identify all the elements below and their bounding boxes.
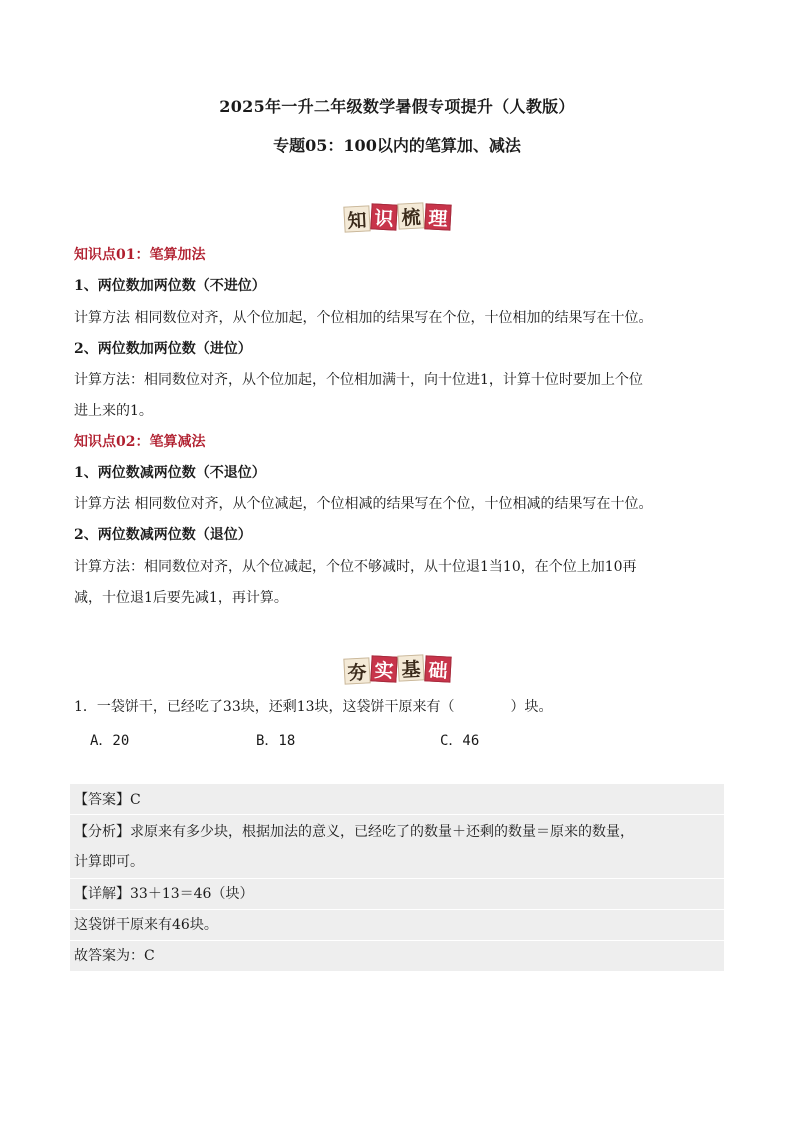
answer-line: 【答案】C xyxy=(74,792,141,808)
knowledge-text: 计算方法 相同数位对齐，从个位减起，个位相减的结果写在个位，十位相减的结果写在十位。 xyxy=(74,496,653,512)
knowledge-heading: 1、两位数减两位数（不退位） xyxy=(74,465,266,481)
knowledge-text: 计算方法 相同数位对齐，从个位加起，个位相加的结果写在个位，十位相加的结果写在十位。 xyxy=(74,310,653,326)
question-stem: 1．一袋饼干，已经吃了33块，还剩13块，这袋饼干原来有（ ）块。 xyxy=(74,699,553,715)
knowledge-heading: 2、两位数加两位数（进位） xyxy=(74,341,252,357)
analysis-line: 计算即可。 xyxy=(74,854,144,870)
document-subtitle: 专题05：100以内的笔算加、减法 xyxy=(273,136,521,155)
banner-char: 知 xyxy=(343,205,370,232)
banner-char: 夯 xyxy=(343,657,370,684)
knowledge-text: 计算方法：相同数位对齐，从个位减起，个位不够减时，从十位退1当10，在个位上加10再 xyxy=(74,559,637,575)
divider xyxy=(70,940,724,941)
option-a: A．20 xyxy=(90,733,130,749)
knowledge-point-title: 知识点01：笔算加法 xyxy=(74,247,206,263)
banner-char: 实 xyxy=(370,655,397,682)
option-c: C．46 xyxy=(440,733,480,749)
section-banner-knowledge xyxy=(0,204,794,232)
knowledge-point-title: 知识点02：笔算减法 xyxy=(74,434,206,450)
detail-line: 【详解】33＋13＝46（块） xyxy=(74,886,254,902)
divider xyxy=(70,814,724,815)
divider xyxy=(70,909,724,910)
knowledge-heading: 2、两位数减两位数（退位） xyxy=(74,527,252,543)
knowledge-text: 进上来的1。 xyxy=(74,403,153,419)
final-answer-line: 故答案为：C xyxy=(74,948,155,964)
knowledge-text: 计算方法：相同数位对齐，从个位加起，个位相加满十，向十位进1，计算十位时要加上个位 xyxy=(74,372,643,388)
banner-char: 础 xyxy=(424,655,451,682)
banner-char: 识 xyxy=(370,203,397,230)
document-title: 2025年一升二年级数学暑假专项提升（人教版） xyxy=(219,97,575,116)
answer-panel xyxy=(70,784,724,971)
conclusion-line: 这袋饼干原来有46块。 xyxy=(74,917,218,933)
option-b: B．18 xyxy=(256,733,296,749)
knowledge-text: 减，十位退1后要先减1，再计算。 xyxy=(74,590,288,606)
section-banner-basics xyxy=(0,656,794,684)
banner-char: 理 xyxy=(424,203,451,230)
banner-char: 梳 xyxy=(397,202,424,229)
divider xyxy=(70,878,724,879)
banner-char: 基 xyxy=(397,654,424,681)
knowledge-heading: 1、两位数加两位数（不进位） xyxy=(74,278,266,294)
analysis-line: 【分析】求原来有多少块，根据加法的意义，已经吃了的数量＋还剩的数量＝原来的数量， xyxy=(74,824,634,840)
